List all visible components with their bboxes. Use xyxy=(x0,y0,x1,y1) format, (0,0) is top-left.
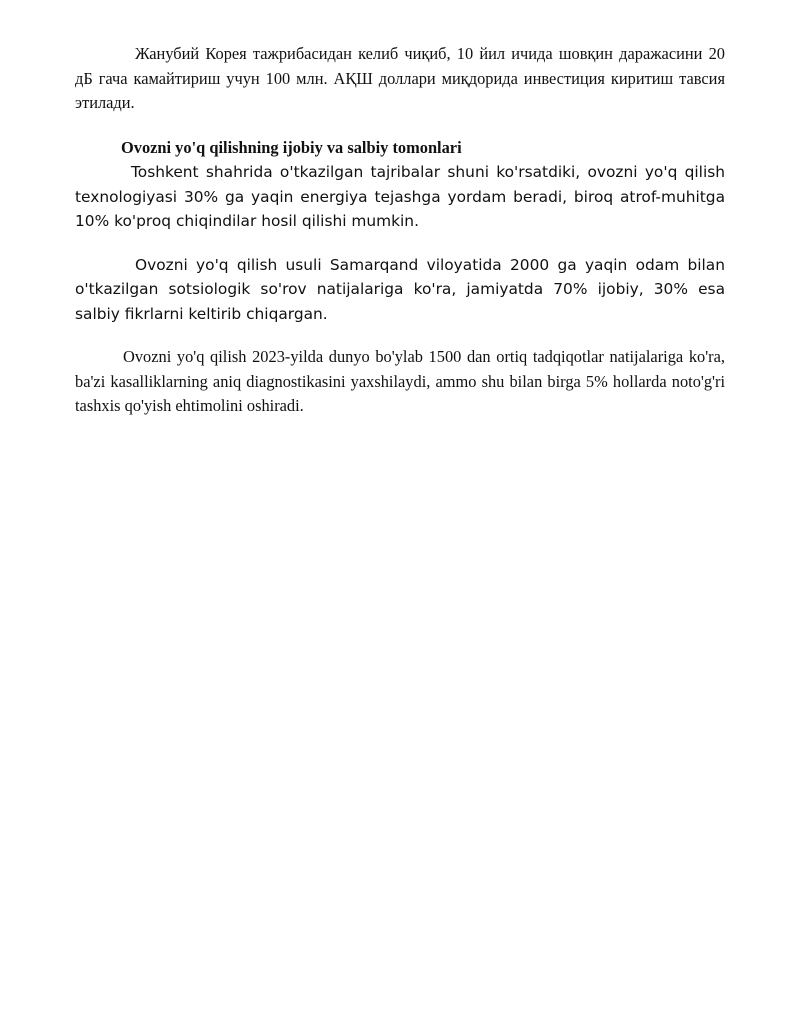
section-heading: Ovozni yo'q qilishning ijobiy va salbiy tomonlari xyxy=(121,137,462,157)
document-body xyxy=(75,42,725,419)
paragraph-diagnostics: Ovozni yo'q qilish 2023-yilda dunyo bo'ylab 1500 dan ortiq tadqiqotlar natijalariga ko'ra, ba'zi kasalliklarning aniq diagnostikasini yaxshilaydi, ammo shu bilan birga 5% hollarda noto'g'ri tashxis qo'yish ehtimolini oshiradi. xyxy=(75,347,725,415)
paragraph-samarqand: Ovozni yo'q qilish usuli Samarqand viloyatida 2000 ga yaqin odam bilan o'tkazilgan sotsiologik so'rov natijalariga ko'ra, jamiyatda 70% ijobiy, 30% esa salbiy fikrlarni keltirib chiqargan. xyxy=(75,255,725,323)
paragraph-investment: Жанубий Корея тажрибасидан келиб чиқиб, 10 йил ичида шовқин даражасини 20 дБ гача камайтириш учун 100 млн. АҚШ доллари миқдорида инвестиция киритиш тавсия этилади. xyxy=(75,44,725,112)
paragraph-tashkent: Toshkent shahrida o'tkazilgan tajribalar shuni ko'rsatdiki, ovozni yo'q qilish texnologiyasi 30% ga yaqin energiya tejashga yordam beradi, biroq atrof-muhitga 10% ko'proq chiqindilar hosil qilishi mumkin. xyxy=(75,163,725,230)
